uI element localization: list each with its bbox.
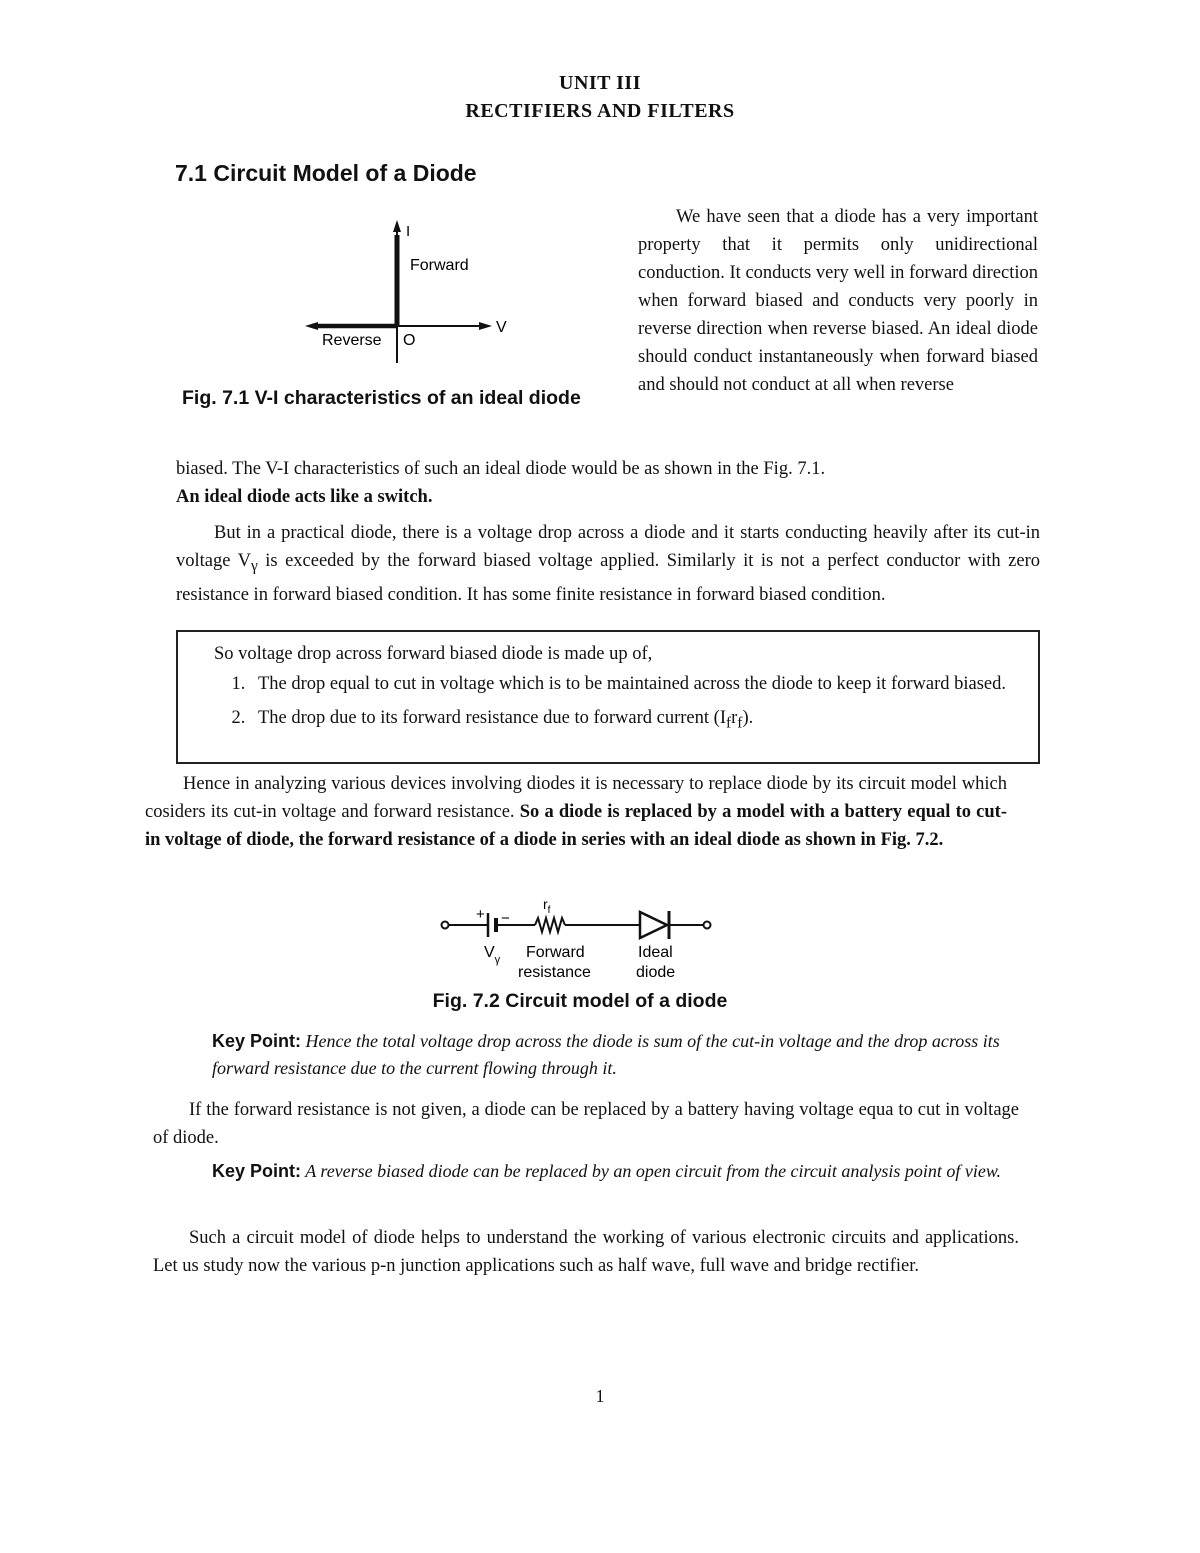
forward-resistance-note-text: If the forward resistance is not given, a diode can be replaced by a battery having voltage equa to cut in voltage of diode. [153,1100,1019,1148]
ideal-diode-triangle [640,912,667,938]
ideal-diode-label-1: Ideal [638,944,673,961]
intro-paragraph: We have seen that a diode has a very important property that it permits only unidirectional conduction. It conducts very well in forward direction when forward biased and conducts very poorly in reverse direction when reverse biased. An ideal diode should conduct instantaneously when forward biased and should not conduct at all when reverse [638,207,1038,395]
unit-title: RECTIFIERS AND FILTERS [465,100,735,122]
resistor [535,918,565,932]
key-point-1-text: Hence the total voltage drop across the diode is sum of the cut-in voltage and the drop across its forward resistance due to the current flowing through it. [212,1031,1000,1078]
fig1-caption: Fig. 7.1 V-I characteristics of an ideal diode [182,387,581,409]
right-terminal [704,922,711,929]
i-axis-label: I [406,223,411,240]
ideal-switch-statement: An ideal diode acts like a switch. [176,487,433,507]
fig2-caption: Fig. 7.2 Circuit model of a diode [432,990,728,1012]
v-axis-right-arrow [479,322,492,330]
key-point-2-label: Key Point: [212,1161,302,1181]
forward-label: Forward [410,257,469,274]
battery-plus: + [476,906,485,923]
rf-label: $r_f$ [543,896,551,916]
box-item-2-text: The drop due to its forward resistance due to forward current (I [258,708,726,728]
page-number: 1 [595,1386,605,1406]
forward-resistance-note [153,1096,1019,1152]
v-axis-label: V [496,319,507,336]
box-item-2-end: ). [742,708,754,728]
closing-paragraph [153,1224,1019,1280]
hence-bold: So a diode is replaced by a model with a battery equal to cut-in voltage of diode, the forward resistance of a diode in series with an ideal diode as shown in Fig. 7.2. [145,802,1007,850]
v-axis-left-arrow [305,322,318,330]
key-point-1-label: Key Point: [212,1031,302,1051]
intro-continuation [176,455,1040,511]
box-item-2-sub-f: f [725,714,732,732]
intro-continuation-text: biased. The V-I characteristics of such an ideal diode would be as shown in the Fig. 7.1. [176,459,826,479]
box-item-2 [250,704,1028,738]
ideal-diode-label-2: diode [636,964,676,981]
box-item-2-sub-f2: f [737,714,743,732]
box-item-1 [250,670,1028,698]
reverse-label: Reverse [322,332,382,349]
practical-text-a: But in a practical diode, there is a voltage drop across a diode and it starts conducting heavily after its cut-in voltage V [176,523,1040,571]
forward-resistance-label-2: resistance [518,964,591,981]
unit-label: UNIT III [559,72,641,94]
section-heading: 7.1 Circuit Model of a Diode [175,160,477,186]
forward-resistance-label-1: Forward [526,944,585,961]
fig-circuit-model [435,895,725,990]
key-point-2-text: A reverse biased diode can be replaced by an open circuit from the circuit analysis point of view. [301,1161,1002,1181]
battery-minus: − [501,910,510,927]
hence-text: Hence in analyzing various devices involving diodes it is necessary to replace diode by its circuit model which cosiders its cut-in voltage and forward resistance. [145,774,1007,822]
voltage-drop-box [176,630,1040,764]
closing-text: Such a circuit model of diode helps to understand the working of various electronic circuits and applications. Let us study now the various p-n junction applications such as half wave, full wave and bridge rectifier. [153,1228,1019,1276]
box-intro: So voltage drop across forward biased diode is made up of, [214,644,653,664]
hence-paragraph [145,770,1007,854]
key-point-2 [212,1158,1020,1185]
box-item-1-text: The drop equal to cut in voltage which is to be maintained across the diode to keep it forward biased. [258,674,1007,694]
fig-vi-characteristics [300,215,520,375]
left-terminal [442,922,449,929]
practical-diode-paragraph [176,519,1040,609]
practical-text-b: is exceeded by the forward biased voltage applied. Similarly it is not a perfect conductor with zero resistance in forward biased condition. It has some finite resistance in forward biased condition. [176,551,1040,605]
practical-gamma-subscript: γ [250,557,258,575]
intro-right-column [638,203,1038,399]
box-item-2-r: r [731,708,738,728]
origin-label: O [403,332,416,349]
i-axis-arrow [393,220,401,232]
v-gamma-label: $V_\gamma$ [484,944,501,966]
key-point-1 [212,1028,1020,1082]
